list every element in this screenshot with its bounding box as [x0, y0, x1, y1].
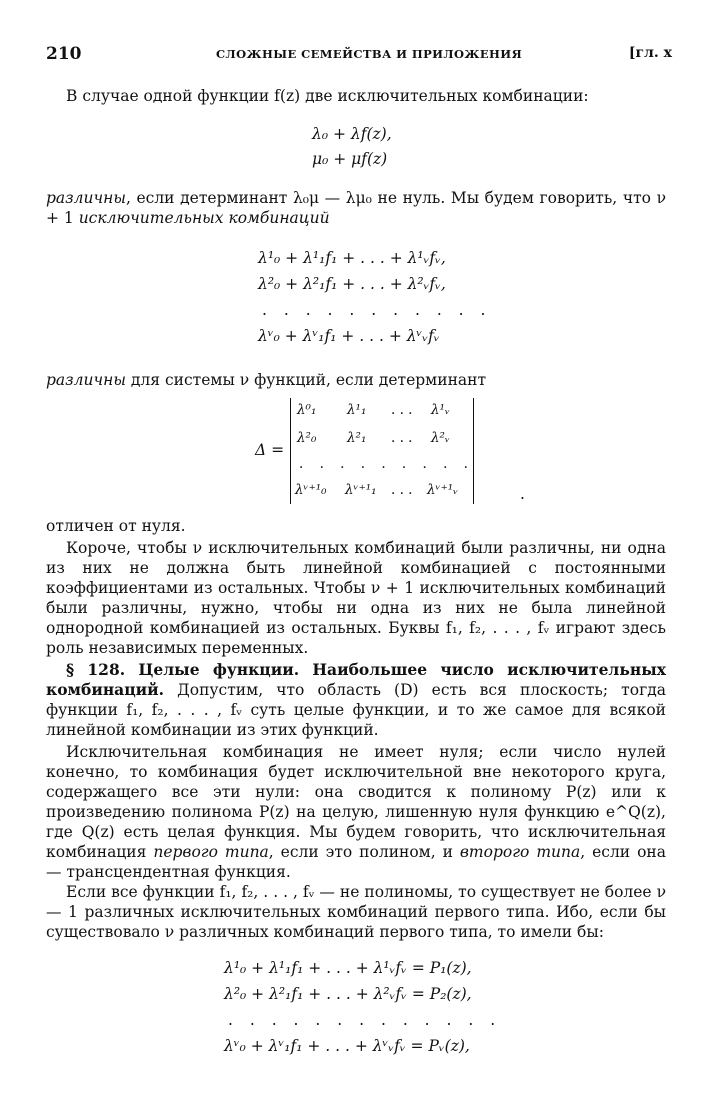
paragraph-distinct-condition [46, 188, 666, 228]
section-128 [46, 660, 666, 740]
matrix-cell: . . . [391, 482, 413, 498]
determinant-label: Δ = [255, 441, 285, 459]
paragraph-nonzero: отличен от нуля. [46, 517, 186, 535]
paragraph-single-function: В случае одной функции f(z) две исключительных комбинации: [66, 87, 589, 105]
matrix-cell: . . . [391, 430, 413, 446]
matrix-cell: λ⁰₁ [297, 402, 317, 418]
formula-line: μ₀ + μf(z) [312, 150, 388, 168]
text-run: различны [46, 371, 126, 389]
formula-line: λ²₀ + λ²₁f₁ + . . . + λ²ᵥfᵥ, [258, 275, 446, 293]
section-body: Допустим, что область (D) есть вся плоскость; тогда функции f₁, f₂, . . . , fᵥ суть целые функции, и то же самое для всякой линейной комбинации из этих функций. [46, 681, 666, 739]
matrix-cell: λ¹₁ [347, 402, 367, 418]
text-run: , если детерминант λ₀μ — λμ₀ не нуль. Мы будем говорить, что ν + 1 [46, 189, 666, 227]
formula-line: λᵛ₀ + λᵛ₁f₁ + . . . + λᵛᵥfᵥ = Pᵥ(z), [224, 1037, 470, 1055]
section-heading: § 128. Целые функции. Наибольшее число исключительных комбинаций. [46, 660, 666, 699]
paragraph-system-condition [46, 370, 666, 390]
text-run: Исключительная комбинация не имеет нуля; если число нулей конечно, то комбинация будет исключительной вне некоторого круга, содержащего все эти нули: она сводится к полиному P(z) или к произведению полинома P(z) на целую, лишенную нуля функцию e^Q(z), где Q(z) есть целая функция. Мы будем говорить, что исключительная комбинация [46, 743, 666, 861]
formula-ellipsis: . . . . . . . . . . . . . [228, 1011, 502, 1029]
text-run: различны [46, 189, 126, 207]
formula-ellipsis: . . . . . . . . . . . [262, 301, 492, 319]
text-run: исключительных комбинаций [78, 209, 330, 227]
determinant-period: . [520, 485, 525, 503]
text-run: первого типа [153, 843, 269, 861]
paragraph-exceptional-types [46, 742, 666, 882]
matrix-cell: λᵛ⁺¹₁ [345, 482, 377, 498]
page-number: 210 [46, 44, 82, 64]
matrix-cell: λ¹ᵥ [431, 402, 450, 418]
paragraph-shorter: Короче, чтобы ν исключительных комбинаций были различны, ни одна из них не должна быть линейной комбинацией с постоянными коэффициентами из остальных. Чтобы ν + 1 исключительных комбинаций были различны, нужно, чтобы ни одна из них не была линейной однородной комбинацией из остальных. Буквы f₁, f₂, . . . , fᵥ играют здесь роль независимых переменных. [46, 539, 666, 657]
matrix-ellipsis: . . . . . . . . . [299, 456, 474, 472]
text-run: , если она — трансцендентная функция. [46, 843, 666, 881]
running-title: СЛОЖНЫЕ СЕМЕЙСТВА И ПРИЛОЖЕНИЯ [216, 47, 523, 61]
matrix-cell: λ²₀ [297, 430, 317, 446]
matrix-cell: λᵛ⁺¹ᵥ [427, 482, 459, 498]
paragraph-first-type-bound: Если все функции f₁, f₂, . . . , fᵥ — не полиномы, то существует не более ν — 1 различных исключительных комбинаций первого типа. Ибо, если бы существовало ν различных комбинаций первого типа, то имели бы: [46, 883, 666, 941]
formula-line: λ¹₀ + λ¹₁f₁ + . . . + λ¹ᵥfᵥ = P₁(z), [224, 959, 472, 977]
text-run: второго типа [459, 843, 581, 861]
text-run: для системы ν функций, если детерминант [125, 371, 487, 389]
formula-line: λ₀ + λf(z), [312, 125, 392, 143]
chapter-label: [гл. x [628, 45, 672, 61]
matrix-cell: . . . [391, 402, 413, 418]
formula-line: λᵛ₀ + λᵛ₁f₁ + . . . + λᵛᵥfᵥ [258, 327, 440, 345]
formula-line: λ²₀ + λ²₁f₁ + . . . + λ²ᵥfᵥ = P₂(z), [224, 985, 472, 1003]
matrix-cell: λ²ᵥ [431, 430, 450, 446]
matrix-cell: λᵛ⁺¹₀ [295, 482, 327, 498]
matrix-cell: λ²₁ [347, 430, 367, 446]
page-header [46, 44, 672, 64]
text-run: , если это полином, и [268, 843, 460, 861]
formula-line: λ¹₀ + λ¹₁f₁ + . . . + λ¹ᵥfᵥ, [258, 249, 446, 267]
determinant-matrix [290, 398, 474, 504]
